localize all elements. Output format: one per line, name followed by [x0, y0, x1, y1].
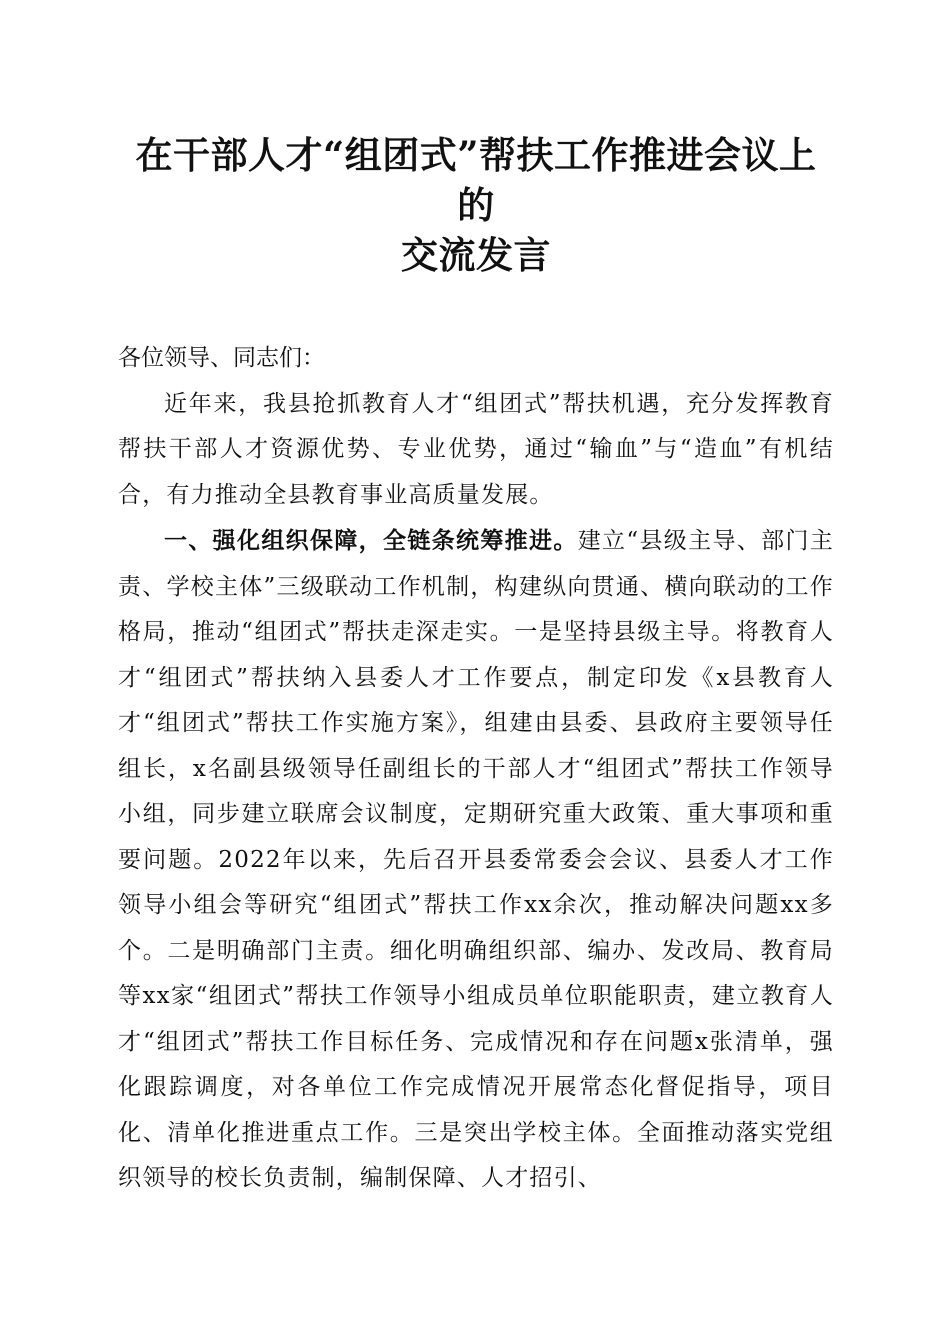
document-title [118, 130, 834, 280]
intro-paragraph: 近年来，我县抢抓教育人才“组团式”帮扶机遇，充分发挥教育帮扶干部人才资源优势、专业优势，通过“输血”与“造血”有机结合，有力推动全县教育事业高质量发展。 [118, 390, 834, 508]
salutation: 各位领导、同志们： [118, 345, 325, 371]
document-page [118, 130, 834, 1202]
title-line-1: 在干部人才“组团式”帮扶工作推进会议上的 [135, 133, 817, 227]
section-1-paragraph [118, 518, 834, 1202]
section-1-body: 建立“县级主导、部门主责、学校主体”三级联动工作机制，构建纵向贯通、横向联动的工作格局，推动“组团式”帮扶走深走实。一是坚持县级主导。将教育人才“组团式”帮扶纳入县委人才工作要点，制定印发《x县教育人才“组团式”帮扶工作实施方案》，组建由县委、县政府主要领导任组长，x名副县级领导任副组长的干部人才“组团式”帮扶工作领导小组，同步建立联席会议制度，定期研究重大政策、重大事项和重要问题。2022年以来，先后召开县委常委会会议、县委人才工作领导小组会等研究“组团式”帮扶工作xx余次，推动解决问题xx多个。二是明确部门主责。细化明确组织部、编办、发改局、教育局等xx家“组团式”帮扶工作领导小组成员单位职能职责，建立教育人才“组团式”帮扶工作目标任务、完成情况和存在问题x张清单，强化跟踪调度，对各单位工作完成情况开展常态化督促指导，项目化、清单化推进重点工作。三是突出学校主体。全面推动落实党组织领导的校长负责制，编制保障、人才招引、 [118, 528, 834, 1191]
section-1-heading: 一、强化组织保障，全链条统筹推进。 [164, 527, 578, 554]
title-line-2: 交流发言 [401, 233, 551, 277]
